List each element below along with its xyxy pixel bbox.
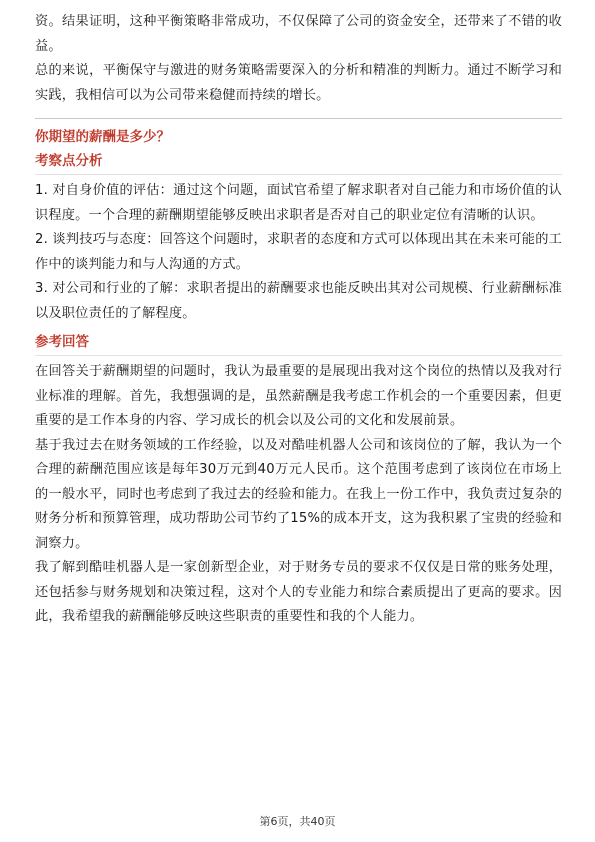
answer-heading: 参考回答	[35, 334, 89, 350]
intro-paragraph: 总的来说，平衡保守与激进的财务策略需要深入的分析和精准的判断力。通过不断学习和实践，我相信可以为公司带来稳健而持续的增长。	[35, 63, 562, 103]
analysis-point: 3. 对公司和行业的了解：求职者提出的薪酬要求也能反映出其对公司规模、行业薪酬标准以及职位责任的了解程度。	[35, 281, 562, 321]
answer-paragraph: 基于我过去在财务领域的工作经验，以及对酷哇机器人公司和该岗位的了解，我认为一个合理的薪酬范围应该是每年30万元到40万元人民币。这个范围考虑到了该岗位在市场上的一般水平，同时也考虑到了我过去的经验和能力。在我上一份工作中，我负责过复杂的财务分析和预算管理，成功帮助公司节约了15%的成本开支，这为我积累了宝贵的经验和洞察力。	[35, 437, 562, 551]
question-title: 你期望的薪酬是多少？	[35, 129, 170, 145]
analysis-point: 1. 对自身价值的评估：通过这个问题，面试官希望了解求职者对自己能力和市场价值的认识程度。一个合理的薪酬期望能够反映出求职者是否对自己的职业定位有清晰的认识。	[35, 183, 562, 223]
document-page	[35, 10, 562, 630]
answer-paragraph: 我了解到酷哇机器人是一家创新型企业，对于财务专员的要求不仅仅是日常的账务处理，还包括参与财务规划和决策过程，这对个人的专业能力和综合素质提出了更高的要求。因此，我希望我的薪酬能够反映这些职责的重要性和我的个人能力。	[35, 560, 562, 624]
heading-rule	[35, 355, 562, 356]
intro-paragraph: 资。结果证明，这种平衡策略非常成功，不仅保障了公司的资金安全，还带来了不错的收益。	[35, 14, 562, 54]
answer-paragraph: 在回答关于薪酬期望的问题时，我认为最重要的是展现出我对这个岗位的热情以及我对行业标准的理解。首先，我想强调的是，虽然薪酬是我考虑工作机会的一个重要因素，但更重要的是工作本身的内容、学习成长的机会以及公司的文化和发展前景。	[35, 364, 562, 428]
section-divider	[35, 118, 562, 119]
page-number-footer: 第6页，共40页	[259, 815, 336, 828]
heading-rule	[35, 174, 562, 175]
analysis-point: 2. 谈判技巧与态度：回答这个问题时，求职者的态度和方式可以体现出其在未来可能的工作中的谈判能力和与人沟通的方式。	[35, 232, 562, 272]
analysis-heading: 考察点分析	[35, 153, 103, 169]
